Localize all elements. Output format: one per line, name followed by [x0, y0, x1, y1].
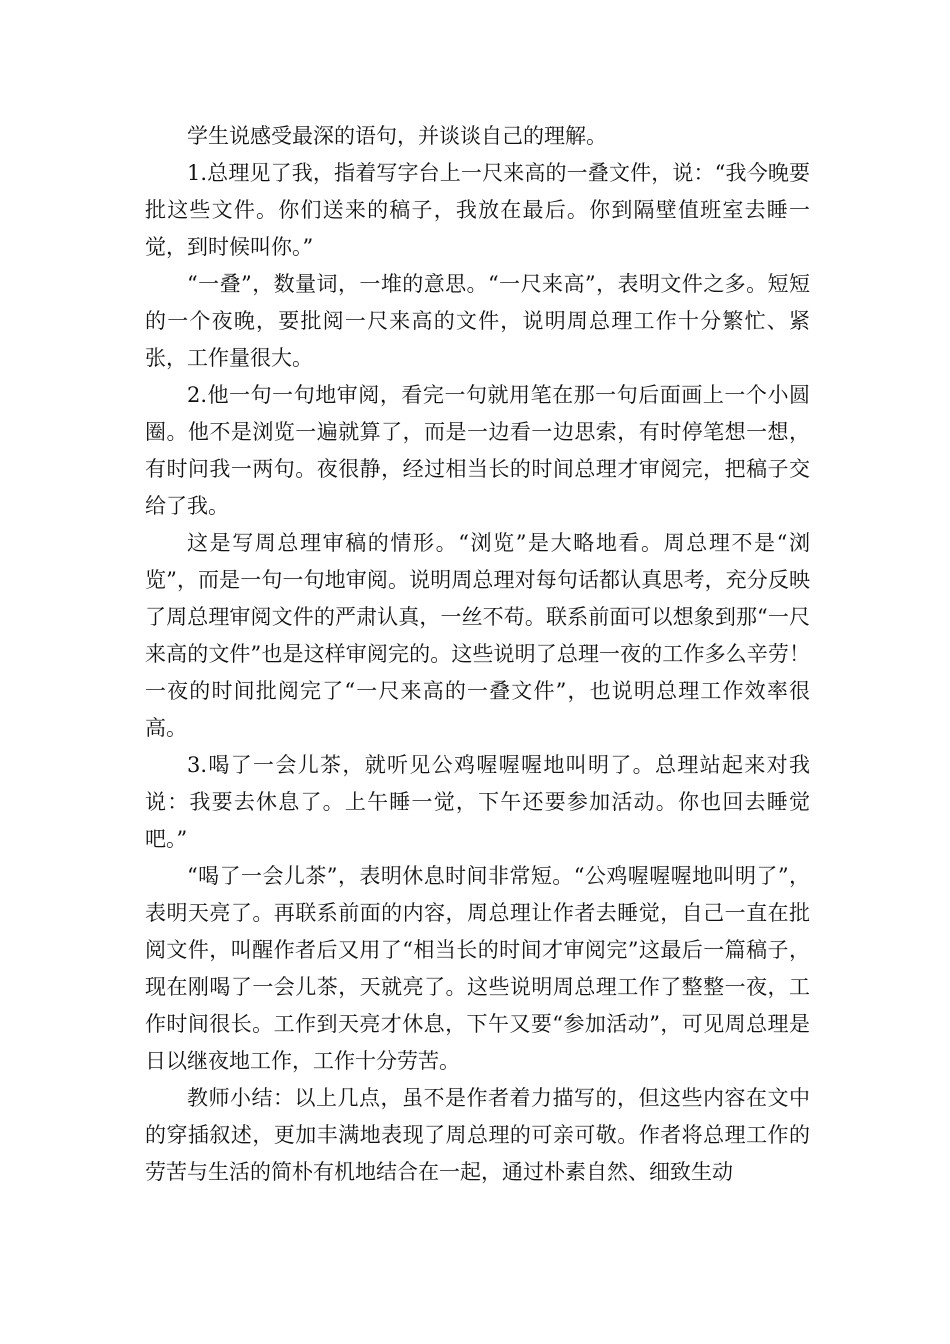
paragraph-quote-3: 3.喝了一会儿茶，就听见公鸡喔喔喔地叫明了。总理站起来对我说：我要去休息了。上午睡一觉，下午还要参加活动。你也回去睡觉吧。” [145, 753, 810, 851]
paragraph-summary: 教师小结：以上几点，虽不是作者着力描写的，但这些内容在文中的穿插叙述，更加丰满地表现了周总理的可亲可敬。作者将总理工作的劳苦与生活的简朴有机地结合在一起，通过朴素自然、细致生动 [145, 1086, 810, 1184]
paragraph-quote-2: 2.他一句一句地审阅，看完一句就用笔在那一句后面画上一个小圆圈。他不是浏览一遍就算了，而是一边看一边思索，有时停笔想一想，有时问我一两句。夜很静，经过相当长的时间总理才审阅完，把稿子交给了我。 [145, 383, 810, 518]
paragraph-intro: 学生说感受最深的语句，并谈谈自己的理解。 [187, 124, 607, 148]
paragraph-quote-1: 1.总理见了我，指着写字台上一尺来高的一叠文件，说：“我今晚要批这些文件。你们送来的稿子，我放在最后。你到隔壁值班室去睡一觉，到时候叫你。” [145, 161, 810, 259]
document-body [145, 118, 810, 1191]
paragraph-analysis-1: “一叠”，数量词，一堆的意思。“一尺来高”，表明文件之多。短短的一个夜晚，要批阅一尺来高的文件，说明周总理工作十分繁忙、紧张，工作量很大。 [145, 272, 810, 370]
paragraph-analysis-3: “喝了一会儿茶”，表明休息时间非常短。“公鸡喔喔喔地叫明了”，表明天亮了。再联系前面的内容，周总理让作者去睡觉，自己一直在批阅文件，叫醒作者后又用了“相当长的时间才审阅完”这最后一篇稿子，现在刚喝了一会儿茶，天就亮了。这些说明周总理工作了整整一夜，工作时间很长。工作到天亮才休息，下午又要“参加活动”，可见周总理是日以继夜地工作，工作十分劳苦。 [145, 864, 810, 1073]
paragraph-analysis-2: 这是写周总理审稿的情形。“浏览”是大略地看。周总理不是“浏览”，而是一句一句地审阅。说明周总理对每句话都认真思考，充分反映了周总理审阅文件的严肃认真，一丝不苟。联系前面可以想象到那“一尺来高的文件”也是这样审阅完的。这些说明了总理一夜的工作多么辛劳！一夜的时间批阅完了“一尺来高的一叠文件”，也说明总理工作效率很高。 [145, 531, 810, 740]
